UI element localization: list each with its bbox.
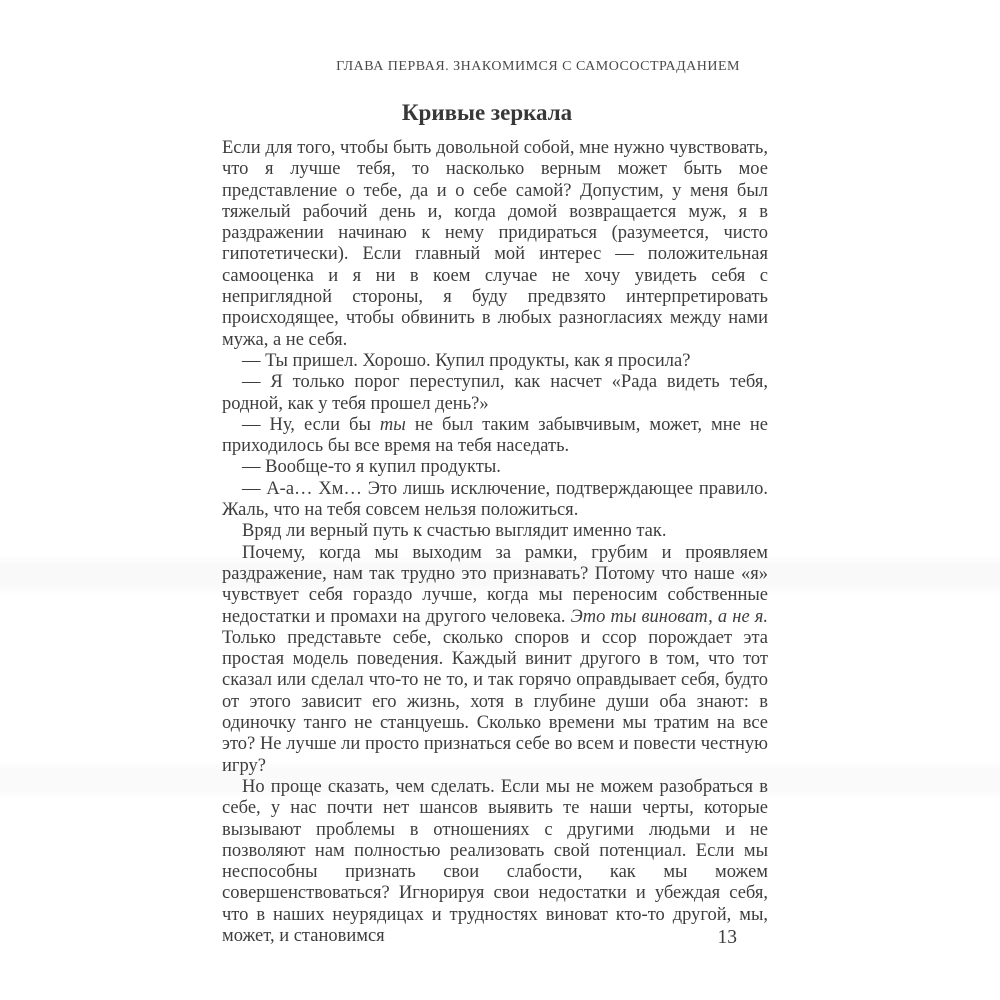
paragraph bbox=[222, 457, 768, 478]
text-segment: Вряд ли верный путь к счастью выглядит именно так. bbox=[242, 521, 667, 542]
text-segment: — Ну, если бы bbox=[242, 414, 380, 435]
paragraph bbox=[222, 543, 768, 777]
paragraph bbox=[222, 521, 768, 542]
body-text bbox=[222, 138, 768, 947]
paragraph bbox=[222, 777, 768, 947]
text-segment: Если для того, чтобы быть довольной собой, мне нужно чувствовать, что я лучше тебя, то насколько верным может быть мое представление о тебе, да и о себе самой? Допустим, у меня был тяжелый рабочий день и, когда домой возвращается муж, я в раздражении начинаю к нему придираться (разумеется, чисто гипотетически). Если главный мой интерес — положительная самооценка и я ни в коем случае не хочу увидеть себя с неприглядной стороны, я буду предвзято интерпретировать происходящее, чтобы обвинить в любых разногласиях между нами мужа, а не себя. bbox=[222, 138, 768, 350]
paragraph bbox=[222, 479, 768, 522]
text-segment: Только представьте себе, сколько споров и ссор порождает эта простая модель поведения. Каждый винит другого в том, что тот сказал или сделал что-то не то, и так горячо оправдывает себя, будто от этого зависит его жизнь, хотя в глубине души оба знают: в одиночку танго не станцуешь. Сколько времени мы тратим на все это? Не лучше ли просто признаться себе во всем и повести честную игру? bbox=[222, 627, 768, 776]
text-segment: — Вообще-то я купил продукты. bbox=[242, 457, 501, 478]
text-segment: не был таким забывчивым, может, мне не приходилось бы все время на тебя наседать. bbox=[222, 414, 769, 457]
italic-text-segment: Это ты виноват, а не я. bbox=[570, 606, 768, 627]
paragraph bbox=[222, 372, 768, 415]
running-head: ГЛАВА ПЕРВАЯ. ЗНАКОМИМСЯ С САМОСОСТРАДАНИЕМ bbox=[336, 59, 740, 74]
page-number: 13 bbox=[717, 927, 737, 948]
paragraph bbox=[222, 415, 768, 458]
paragraph bbox=[222, 351, 768, 372]
section-title: Кривые зеркала bbox=[401, 100, 573, 125]
text-segment: Почему, когда мы выходим за рамки, грубим и проявляем раздражение, нам так трудно это признавать? Потому что наше «я» чувствует себя гораздо лучше, когда мы переносим собственные недостатки и промахи на другого человека. bbox=[222, 542, 768, 627]
paragraph bbox=[222, 138, 768, 351]
text-segment: — Ты пришел. Хорошо. Купил продукты, как я просила? bbox=[242, 350, 691, 371]
text-segment: Но проще сказать, чем сделать. Если мы не можем разобраться в себе, у нас почти нет шансов выявить те наши черты, которые вызывают проблемы в отношениях с другими людьми и не позволяют нам полностью реализовать свой потенциал. Если мы неспособны признать свои слабости, как мы можем совершенствоваться? Игнорируя свои недостатки и убеждая себя, что в наших неурядицах и трудностях виноват кто-то другой, мы, может, и становимся bbox=[222, 776, 768, 946]
text-segment: — Я только порог переступил, как насчет «Рада видеть тебя, родной, как у тебя прошел день?» bbox=[222, 372, 768, 414]
italic-text-segment: ты bbox=[379, 414, 406, 435]
text-segment: — А-а… Хм… Это лишь исключение, подтверждающее правило. Жаль, что на тебя совсем нельзя положиться. bbox=[222, 478, 768, 521]
